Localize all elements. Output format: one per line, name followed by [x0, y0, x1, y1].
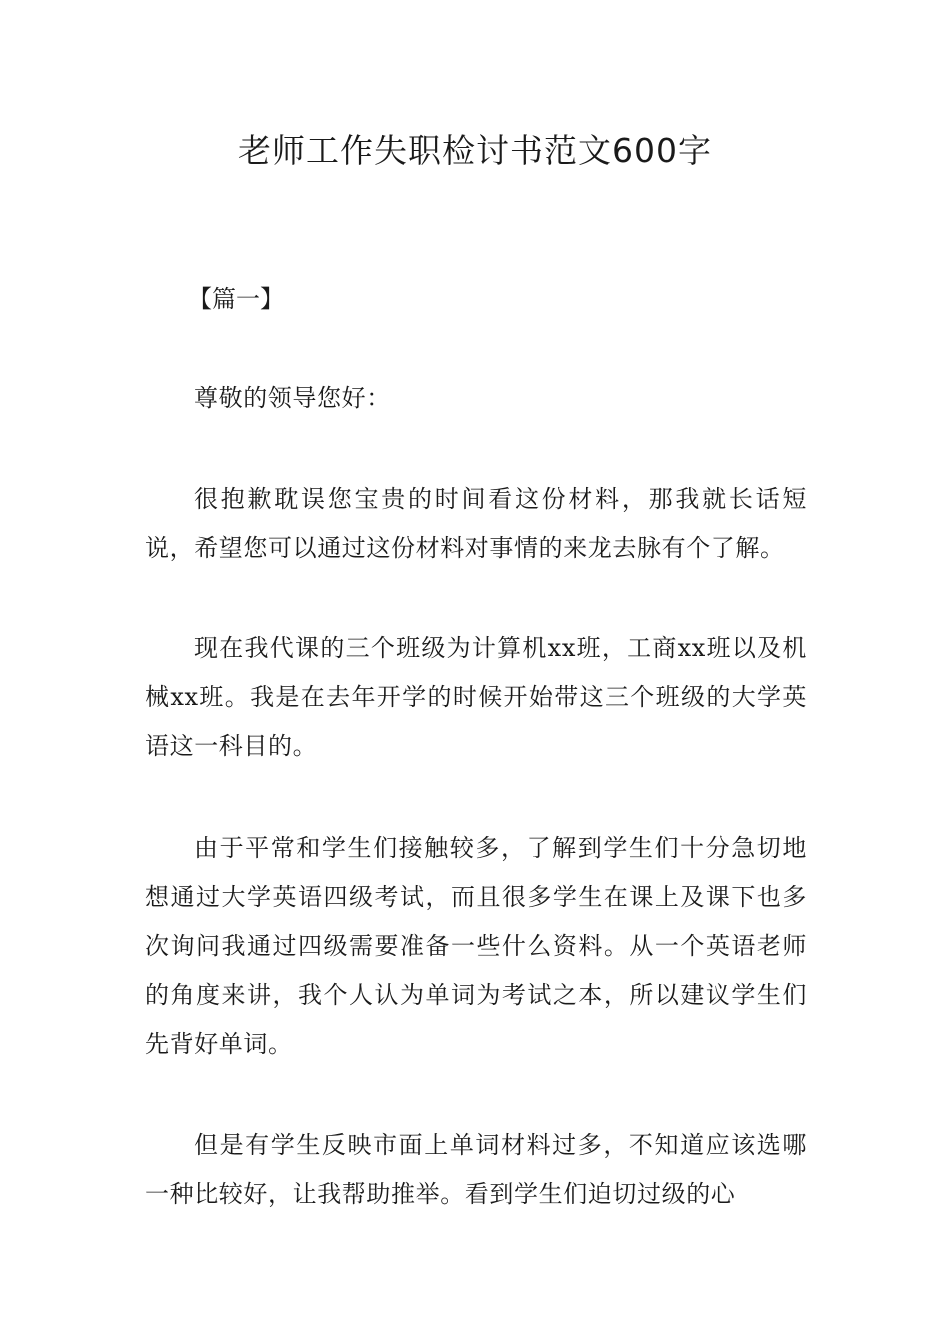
body-paragraph-4: 但是有学生反映市面上单词材料过多，不知道应该选哪一种比较好，让我帮助推举。看到学生们迫切过级的心 — [145, 1131, 807, 1208]
body-paragraph-3: 由于平常和学生们接触较多，了解到学生们十分急切地想通过大学英语四级考试，而且很多学生在课上及课下也多次询问我通过四级需要准备一些什么资料。从一个英语老师的角度来讲，我个人认为单词为考试之本，所以建议学生们先背好单词。 — [145, 834, 807, 1058]
body-paragraph-1: 很抱歉耽误您宝贵的时间看这份材料，那我就长话短说，希望您可以通过这份材料对事情的来龙去脉有个了解。 — [145, 485, 807, 562]
body-paragraph-2: 现在我代课的三个班级为计算机xx班，工商xx班以及机械xx班。我是在去年开学的时候开始带这三个班级的大学英语这一科目的。 — [145, 634, 807, 760]
section-label: 【篇一】 — [188, 285, 284, 313]
greeting-paragraph: 尊敬的领导您好： — [194, 384, 391, 412]
document-title: 老师工作失职检讨书范文600字 — [238, 131, 712, 170]
